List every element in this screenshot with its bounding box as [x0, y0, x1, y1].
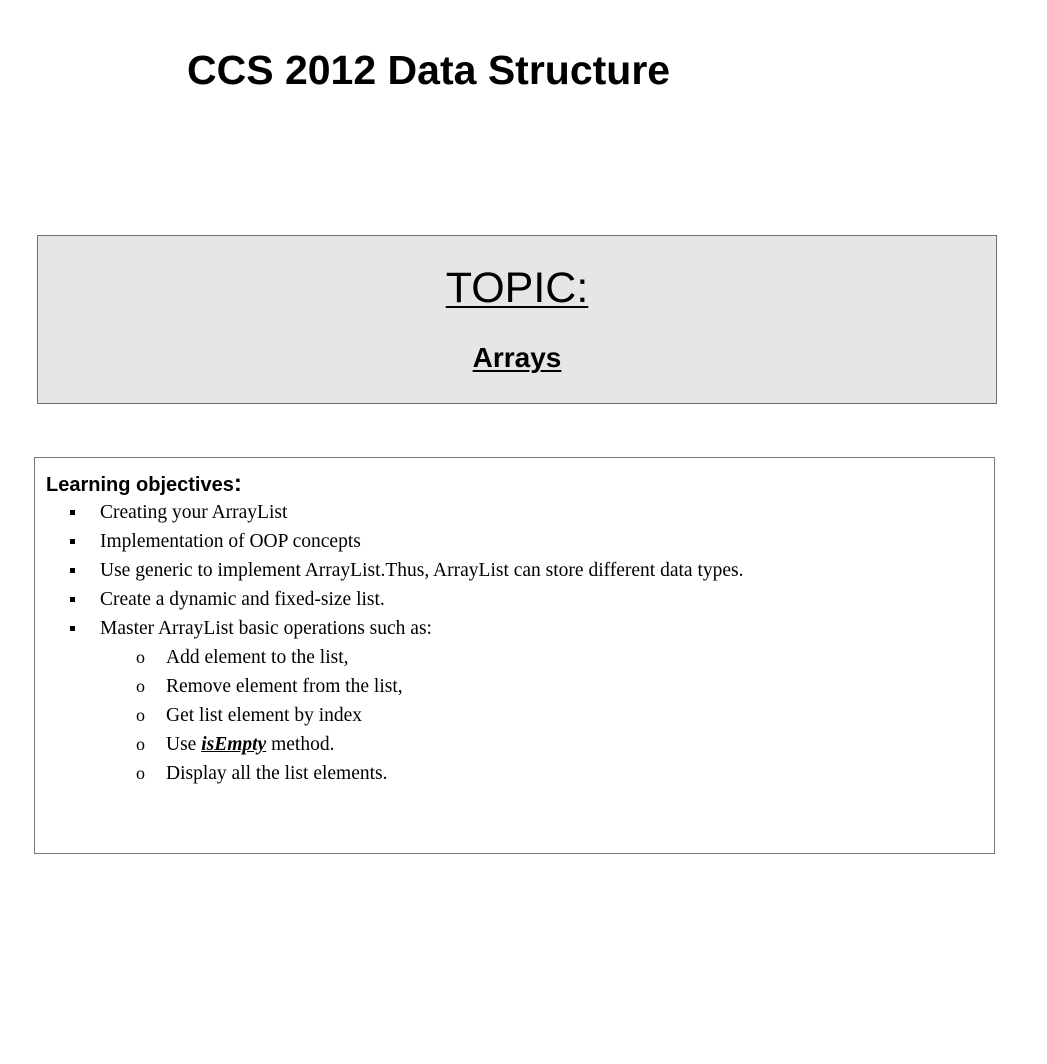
- sub-list-item-text: Add element to the list,: [166, 647, 349, 668]
- list-item-text: Creating your ArrayList: [100, 502, 288, 523]
- square-bullet-icon: [70, 510, 75, 515]
- square-bullet-icon: [70, 568, 75, 573]
- course-title: CCS 2012 Data Structure: [187, 47, 671, 93]
- circle-bullet-icon: o: [136, 734, 145, 754]
- list-item-text: Implementation of OOP concepts: [100, 531, 361, 552]
- objectives-title-text: Learning objectives: [46, 474, 234, 496]
- square-bullet-icon: [70, 597, 75, 602]
- list-item-text: Use generic to implement ArrayList.Thus, ArrayList can store different data types.: [100, 560, 744, 581]
- sub-list-item-prefix: Use: [166, 734, 202, 755]
- list-item-text: Create a dynamic and fixed-size list.: [100, 589, 385, 610]
- list-item-text: Master ArrayList basic operations such as:: [100, 618, 432, 639]
- topic-heading-text: TOPIC:: [445, 264, 589, 312]
- topic-name-text: Arrays: [472, 342, 562, 373]
- circle-bullet-icon: o: [136, 705, 145, 725]
- circle-bullet-icon: o: [136, 676, 145, 696]
- sub-list-item-text: Remove element from the list,: [166, 676, 403, 697]
- sub-list-item-text: Get list element by index: [166, 705, 363, 726]
- circle-bullet-icon: o: [136, 763, 145, 783]
- square-bullet-icon: [70, 626, 75, 631]
- isempty-method-name: isEmpty: [201, 734, 267, 755]
- circle-bullet-icon: o: [136, 647, 145, 667]
- objectives-title-colon: :: [233, 470, 242, 497]
- square-bullet-icon: [70, 539, 75, 544]
- objectives-title: [46, 470, 242, 499]
- sub-list-item-text: Display all the list elements.: [166, 763, 388, 784]
- topic-box: [37, 235, 997, 404]
- topic-heading: [38, 262, 996, 314]
- sub-list-item-text: [166, 730, 334, 759]
- sub-list-item-suffix: method.: [266, 734, 335, 755]
- topic-name: [38, 340, 996, 376]
- learning-objectives-box: [34, 457, 995, 854]
